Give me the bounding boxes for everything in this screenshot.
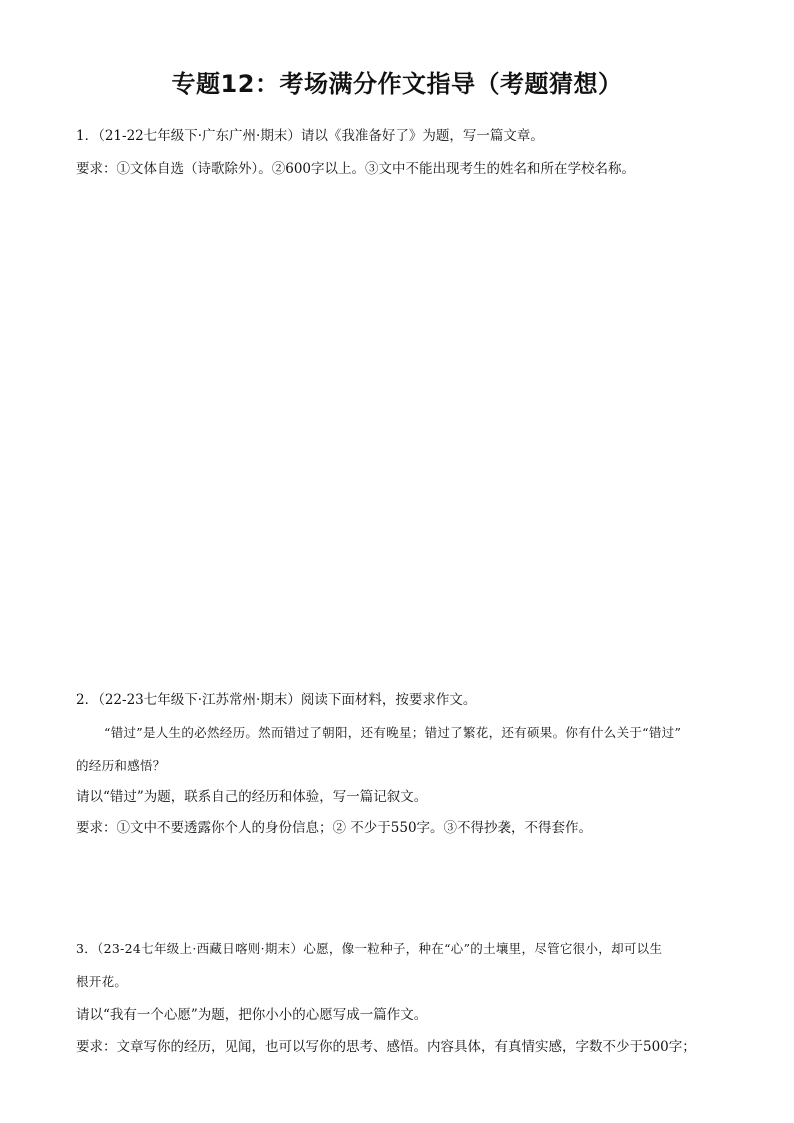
- question-3-prompt-line-2: 根开花。: [76, 974, 128, 989]
- question-1-prompt: 1．（21-22七年级下·广东广州·期末）请以《我准备好了》为题，写一篇文章。: [76, 128, 544, 144]
- question-2-prompt: 2．（22-23七年级下·江苏常州·期末）阅读下面材料，按要求作文。: [76, 692, 477, 708]
- question-3-prompt-line-1: 3．（23-24七年级上·西藏日喀则·期末）心愿，像一粒种子，种在“心”的土壤里，尽管它很小，却可以生: [76, 941, 663, 956]
- page-title: 专题12：考场满分作文指导（考题猜想）: [171, 70, 623, 98]
- question-3-instruction: 请以“我有一个心愿”为题，把你小小的心愿写成一篇作文。: [76, 1007, 428, 1023]
- question-2-requirement: 要求：①文中不要透露你个人的身份信息；② 不少于550字。③不得抄袭，不得套作。: [76, 820, 593, 836]
- question-2-material-line-2: 的经历和感悟？: [76, 758, 166, 773]
- question-1-requirement: 要求：①文体自选（诗歌除外）。②600字以上。③文中不能出现考生的姓名和所在学校名称。: [76, 161, 636, 177]
- question-2-material-line-1: “错过”是人生的必然经历。然而错过了朝阳，还有晚星；错过了繁花，还有硕果。你有什么关于“错过”: [104, 725, 682, 740]
- question-2-instruction: 请以“错过”为题，联系自己的经历和体验，写一篇记叙文。: [76, 789, 428, 805]
- question-3-requirement: 要求：文章写你的经历，见闻，也可以写你的思考、感悟。内容具体，有真情实感，字数不少于500字；: [76, 1039, 696, 1055]
